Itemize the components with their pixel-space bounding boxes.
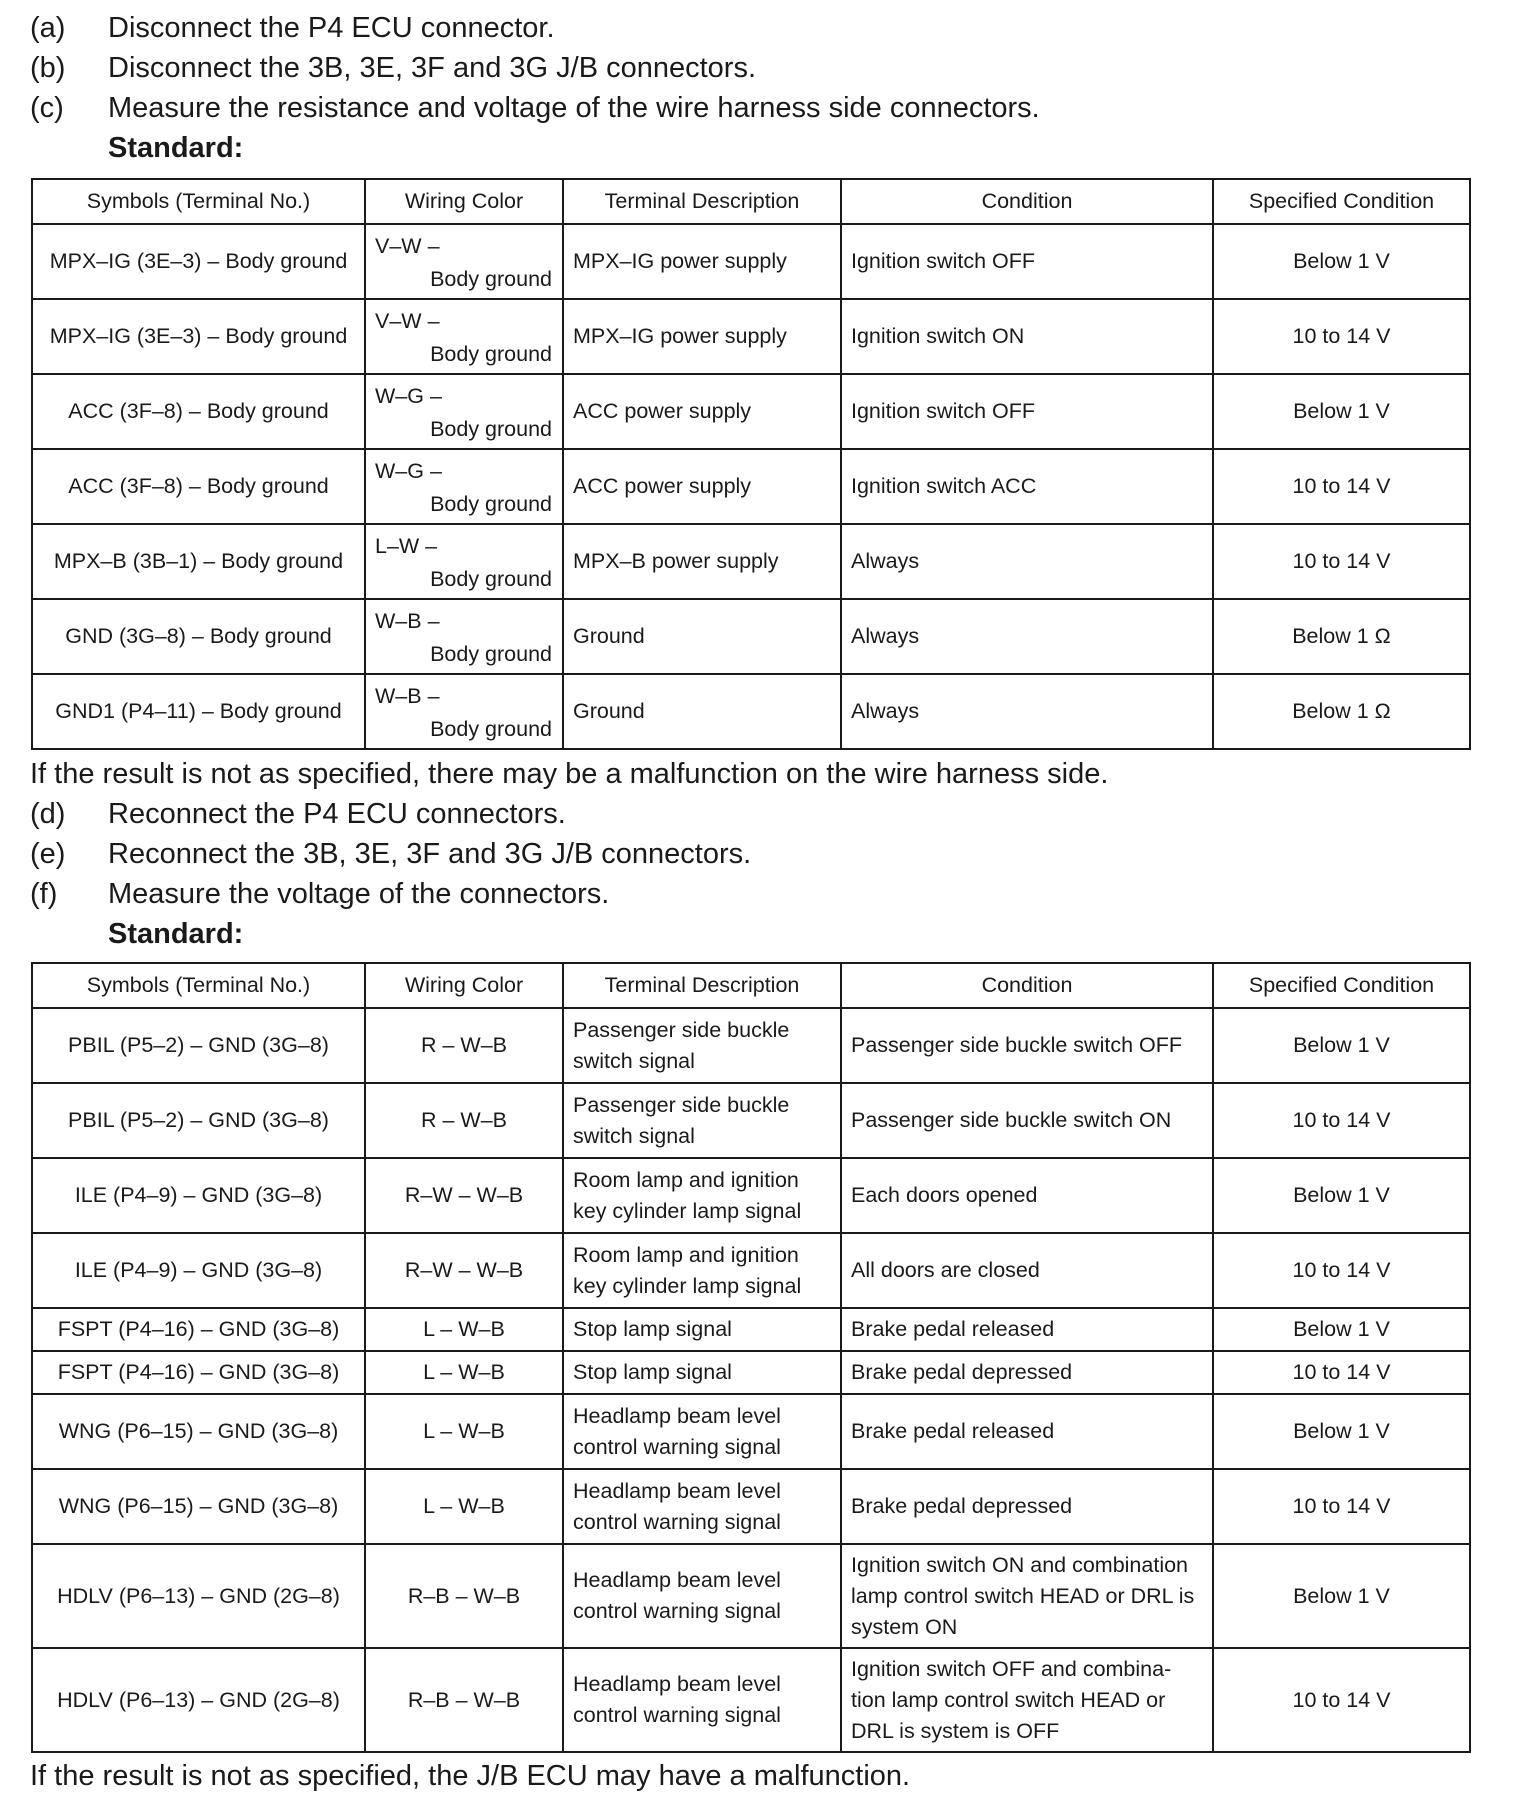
cell-condition: Ignition switch OFF and combina-tion lamp control switch HEAD or DRL is system is OFF bbox=[841, 1648, 1213, 1752]
cell-specified: Below 1 V bbox=[1213, 224, 1470, 299]
cell-condition: Brake pedal released bbox=[841, 1394, 1213, 1469]
cell-wiring-color bbox=[365, 674, 563, 749]
cell-condition: Passenger side buckle switch ON bbox=[841, 1083, 1213, 1158]
cell-description: MPX–B power supply bbox=[563, 524, 841, 599]
cell-wiring-color bbox=[365, 449, 563, 524]
wiring-color-top: W–G – bbox=[375, 459, 442, 483]
cell-symbol: WNG (P6–15) – GND (3G–8) bbox=[32, 1469, 365, 1544]
cell-specified: 10 to 14 V bbox=[1213, 1083, 1470, 1158]
cell-wiring-color: R – W–B bbox=[365, 1083, 563, 1158]
table-row bbox=[32, 599, 1470, 674]
cell-wiring-color: R–W – W–B bbox=[365, 1233, 563, 1308]
cell-wiring-color bbox=[365, 374, 563, 449]
cell-condition: Brake pedal depressed bbox=[841, 1469, 1213, 1544]
header-terminal-description: Terminal Description bbox=[563, 963, 841, 1008]
spec-table-resistance-voltage bbox=[31, 178, 1471, 750]
cell-specified: Below 1 Ω bbox=[1213, 674, 1470, 749]
cell-symbol: PBIL (P5–2) – GND (3G–8) bbox=[32, 1008, 365, 1083]
cell-description: ACC power supply bbox=[563, 374, 841, 449]
cell-specified: 10 to 14 V bbox=[1213, 524, 1470, 599]
header-terminal-description: Terminal Description bbox=[563, 179, 841, 224]
cell-specified: Below 1 V bbox=[1213, 1008, 1470, 1083]
cell-condition: Ignition switch OFF bbox=[841, 374, 1213, 449]
table-row bbox=[32, 1544, 1470, 1648]
table-row bbox=[32, 524, 1470, 599]
step-text: Reconnect the 3B, 3E, 3F and 3G J/B connectors. bbox=[108, 838, 752, 870]
cell-wiring-color: R–B – W–B bbox=[365, 1544, 563, 1648]
cell-symbol: FSPT (P4–16) – GND (3G–8) bbox=[32, 1308, 365, 1351]
table-row bbox=[32, 449, 1470, 524]
cell-condition: Ignition switch ON and combination lamp control switch HEAD or DRL is system ON bbox=[841, 1544, 1213, 1648]
cell-condition: Passenger side buckle switch OFF bbox=[841, 1008, 1213, 1083]
cell-symbol: WNG (P6–15) – GND (3G–8) bbox=[32, 1394, 365, 1469]
cell-specified: 10 to 14 V bbox=[1213, 1469, 1470, 1544]
cell-specified: Below 1 V bbox=[1213, 1158, 1470, 1233]
wiring-color-top: V–W – bbox=[375, 309, 440, 333]
cell-description: Headlamp beam level control warning signal bbox=[563, 1469, 841, 1544]
cell-condition: Always bbox=[841, 674, 1213, 749]
cell-description: Passenger side buckle switch signal bbox=[563, 1083, 841, 1158]
cell-specified: Below 1 V bbox=[1213, 1544, 1470, 1648]
table-row bbox=[32, 674, 1470, 749]
table-row bbox=[32, 224, 1470, 299]
step-label: (f) bbox=[30, 878, 58, 910]
step-label: (e) bbox=[30, 838, 66, 870]
step-text: Disconnect the P4 ECU connector. bbox=[108, 12, 555, 44]
standard-label-2: Standard: bbox=[108, 918, 244, 950]
wiring-color-bottom: Body ground bbox=[430, 642, 552, 666]
cell-wiring-color: L – W–B bbox=[365, 1351, 563, 1394]
table-row bbox=[32, 299, 1470, 374]
cell-condition: Ignition switch ACC bbox=[841, 449, 1213, 524]
cell-specified: 10 to 14 V bbox=[1213, 1233, 1470, 1308]
header-condition: Condition bbox=[841, 963, 1213, 1008]
table-row bbox=[32, 1469, 1470, 1544]
wiring-color-top: W–B – bbox=[375, 609, 440, 633]
cell-wiring-color: L – W–B bbox=[365, 1469, 563, 1544]
header-symbols: Symbols (Terminal No.) bbox=[32, 963, 365, 1008]
table-header-row bbox=[32, 179, 1470, 224]
cell-symbol: HDLV (P6–13) – GND (2G–8) bbox=[32, 1648, 365, 1752]
cell-description: Headlamp beam level control warning signal bbox=[563, 1544, 841, 1648]
cell-symbol: ACC (3F–8) – Body ground bbox=[32, 449, 365, 524]
cell-symbol: HDLV (P6–13) – GND (2G–8) bbox=[32, 1544, 365, 1648]
cell-description: Headlamp beam level control warning signal bbox=[563, 1394, 841, 1469]
cell-description: MPX–IG power supply bbox=[563, 224, 841, 299]
step-label: (b) bbox=[30, 52, 66, 84]
step-label: (a) bbox=[30, 12, 66, 44]
cell-condition: Each doors opened bbox=[841, 1158, 1213, 1233]
wiring-color-bottom: Body ground bbox=[430, 342, 552, 366]
cell-symbol: MPX–IG (3E–3) – Body ground bbox=[32, 299, 365, 374]
step-label: (d) bbox=[30, 798, 66, 830]
table-row bbox=[32, 1083, 1470, 1158]
step-label: (c) bbox=[30, 92, 64, 124]
cell-symbol: GND (3G–8) – Body ground bbox=[32, 599, 365, 674]
table-row bbox=[32, 374, 1470, 449]
cell-specified: 10 to 14 V bbox=[1213, 1648, 1470, 1752]
cell-condition: Always bbox=[841, 599, 1213, 674]
cell-symbol: FSPT (P4–16) – GND (3G–8) bbox=[32, 1351, 365, 1394]
step-d bbox=[30, 794, 566, 834]
step-f bbox=[30, 874, 609, 914]
cell-condition: Ignition switch OFF bbox=[841, 224, 1213, 299]
cell-symbol: ILE (P4–9) – GND (3G–8) bbox=[32, 1233, 365, 1308]
header-specified-condition: Specified Condition bbox=[1213, 963, 1470, 1008]
wiring-color-top: V–W – bbox=[375, 234, 440, 258]
cell-symbol: GND1 (P4–11) – Body ground bbox=[32, 674, 365, 749]
step-b bbox=[30, 48, 756, 88]
wiring-color-top: L–W – bbox=[375, 534, 438, 558]
note-jb-ecu: If the result is not as specified, the J/B ECU may have a malfunction. bbox=[30, 1760, 911, 1792]
header-condition: Condition bbox=[841, 179, 1213, 224]
cell-wiring-color bbox=[365, 599, 563, 674]
cell-specified: Below 1 Ω bbox=[1213, 599, 1470, 674]
wiring-color-bottom: Body ground bbox=[430, 567, 552, 591]
cell-condition: Brake pedal depressed bbox=[841, 1351, 1213, 1394]
header-symbols: Symbols (Terminal No.) bbox=[32, 179, 365, 224]
cell-wiring-color: R – W–B bbox=[365, 1008, 563, 1083]
table-row bbox=[32, 1394, 1470, 1469]
step-c bbox=[30, 88, 1040, 128]
cell-wiring-color: R–W – W–B bbox=[365, 1158, 563, 1233]
cell-condition: All doors are closed bbox=[841, 1233, 1213, 1308]
wiring-color-bottom: Body ground bbox=[430, 417, 552, 441]
cell-symbol: ILE (P4–9) – GND (3G–8) bbox=[32, 1158, 365, 1233]
header-wiring-color: Wiring Color bbox=[365, 963, 563, 1008]
cell-wiring-color bbox=[365, 524, 563, 599]
step-e bbox=[30, 834, 751, 874]
cell-description: Ground bbox=[563, 599, 841, 674]
cell-wiring-color: L – W–B bbox=[365, 1394, 563, 1469]
table-row bbox=[32, 1648, 1470, 1752]
cell-description: MPX–IG power supply bbox=[563, 299, 841, 374]
wiring-color-bottom: Body ground bbox=[430, 267, 552, 291]
cell-wiring-color: R–B – W–B bbox=[365, 1648, 563, 1752]
wiring-color-bottom: Body ground bbox=[430, 492, 552, 516]
cell-description: Stop lamp signal bbox=[563, 1351, 841, 1394]
table-row bbox=[32, 1158, 1470, 1233]
cell-description: Headlamp beam level control warning signal bbox=[563, 1648, 841, 1752]
cell-condition: Always bbox=[841, 524, 1213, 599]
cell-condition: Brake pedal released bbox=[841, 1308, 1213, 1351]
cell-specified: 10 to 14 V bbox=[1213, 299, 1470, 374]
header-specified-condition: Specified Condition bbox=[1213, 179, 1470, 224]
wiring-color-top: W–B – bbox=[375, 684, 440, 708]
table-row bbox=[32, 1308, 1470, 1351]
wiring-color-top: W–G – bbox=[375, 384, 442, 408]
step-text: Measure the voltage of the connectors. bbox=[108, 878, 610, 910]
cell-description: Stop lamp signal bbox=[563, 1308, 841, 1351]
cell-description: Passenger side buckle switch signal bbox=[563, 1008, 841, 1083]
step-text: Reconnect the P4 ECU connectors. bbox=[108, 798, 566, 830]
table-row bbox=[32, 1351, 1470, 1394]
cell-specified: Below 1 V bbox=[1213, 374, 1470, 449]
note-wire-harness: If the result is not as specified, there may be a malfunction on the wire harness side. bbox=[30, 758, 1109, 790]
step-text: Disconnect the 3B, 3E, 3F and 3G J/B connectors. bbox=[108, 52, 757, 84]
cell-specified: 10 to 14 V bbox=[1213, 449, 1470, 524]
table-row bbox=[32, 1008, 1470, 1083]
header-wiring-color: Wiring Color bbox=[365, 179, 563, 224]
cell-symbol: PBIL (P5–2) – GND (3G–8) bbox=[32, 1083, 365, 1158]
step-a bbox=[30, 8, 555, 48]
spec-table-voltage bbox=[31, 962, 1471, 1753]
table-header-row bbox=[32, 963, 1470, 1008]
cell-wiring-color bbox=[365, 299, 563, 374]
cell-specified: Below 1 V bbox=[1213, 1394, 1470, 1469]
table-row bbox=[32, 1233, 1470, 1308]
cell-symbol: MPX–IG (3E–3) – Body ground bbox=[32, 224, 365, 299]
cell-description: ACC power supply bbox=[563, 449, 841, 524]
standard-label-1: Standard: bbox=[108, 132, 244, 164]
cell-description: Room lamp and ignition key cylinder lamp signal bbox=[563, 1158, 841, 1233]
cell-symbol: ACC (3F–8) – Body ground bbox=[32, 374, 365, 449]
cell-specified: 10 to 14 V bbox=[1213, 1351, 1470, 1394]
wiring-color-bottom: Body ground bbox=[430, 717, 552, 741]
cell-description: Room lamp and ignition key cylinder lamp signal bbox=[563, 1233, 841, 1308]
step-text: Measure the resistance and voltage of the wire harness side connectors. bbox=[108, 92, 1040, 124]
cell-condition: Ignition switch ON bbox=[841, 299, 1213, 374]
cell-specified: Below 1 V bbox=[1213, 1308, 1470, 1351]
cell-symbol: MPX–B (3B–1) – Body ground bbox=[32, 524, 365, 599]
cell-wiring-color: L – W–B bbox=[365, 1308, 563, 1351]
cell-wiring-color bbox=[365, 224, 563, 299]
cell-description: Ground bbox=[563, 674, 841, 749]
